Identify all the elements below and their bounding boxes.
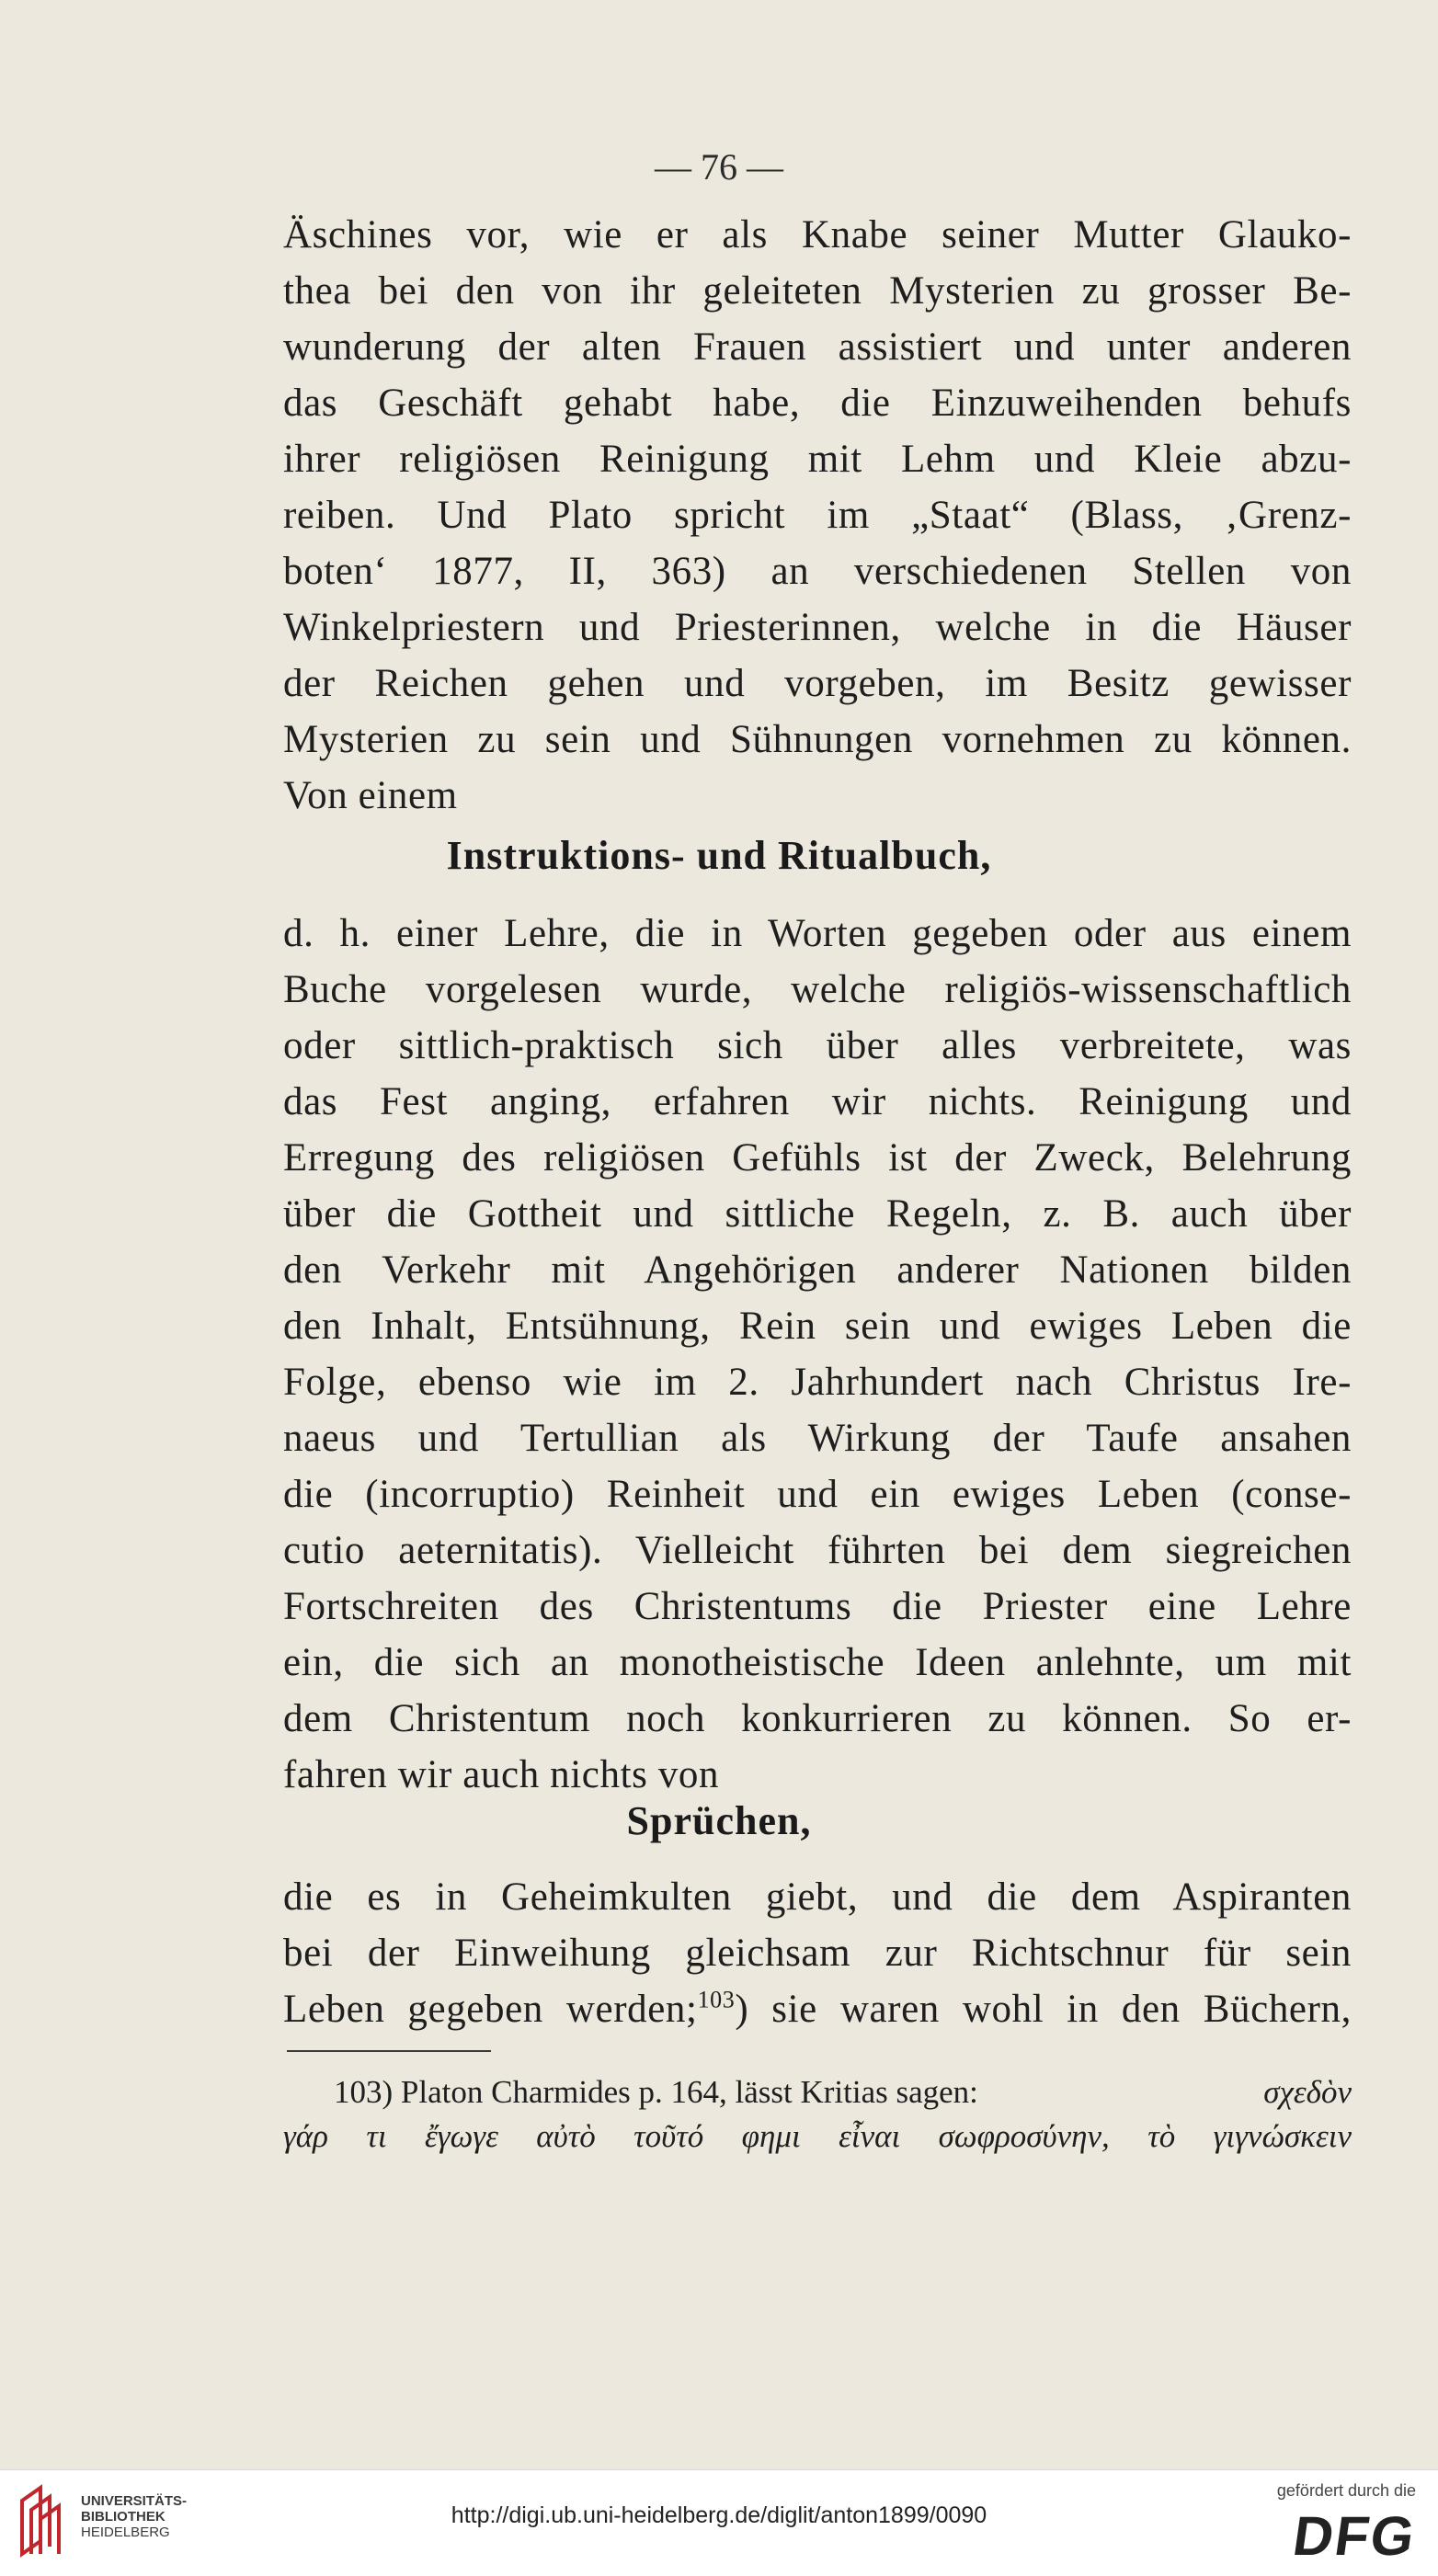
text-line: der Reichen gehen und vorgeben, im Besitz gewisser [283, 662, 1352, 705]
text-line: die es in Geheimkulten giebt, und die dem Aspiranten [283, 1875, 1352, 1919]
heading-instruktions-und-ritualbuch: Instruktions- und Ritualbuch, [446, 833, 992, 878]
text-line: das Fest anging, erfahren wir nichts. Reinigung und [283, 1080, 1352, 1123]
text-line: Folge, ebenso wie im 2. Jahrhundert nach Christus Ire- [283, 1361, 1352, 1404]
footnote-divider [287, 2050, 491, 2052]
text-line: oder sittlich-praktisch sich über alles verbreitete, was [283, 1024, 1352, 1067]
library-name-line: HEIDELBERG [81, 2525, 170, 2540]
footnote-greek-line: γάρ τι ἔγωγε αὐτὸ τοῦτό φημι εἶναι σωφροσύνην, τὸ γιγνώσκειν [283, 2118, 1352, 2154]
text-line: boten‘ 1877, II, 363) an verschiedenen Stellen von [283, 550, 1352, 593]
heading-spruechen: Sprüchen, [626, 1798, 812, 1843]
text-line: thea bei den von ihr geleiteten Mysterien zu grosser Be- [283, 269, 1352, 313]
text-line: den Verkehr mit Angehörigen anderer Nationen bilden [283, 1248, 1352, 1292]
text-line: die (incorruptio) Reinheit und ein ewiges Leben (conse- [283, 1473, 1352, 1516]
text-line: bei der Einweihung gleichsam zur Richtschnur für sein [283, 1932, 1352, 1975]
text-line: Winkelpriestern und Priesterinnen, welche in die Häuser [283, 606, 1352, 649]
footnote-greek: σχεδὸν [1263, 2074, 1352, 2110]
text-fragment: ) sie waren wohl in den Büchern, [735, 1988, 1352, 2031]
text-line: über die Gottheit und sittliche Regeln, z. B. auch über [283, 1192, 1352, 1236]
text-line: das Geschäft gehabt habe, die Einzuweihenden behufs [283, 382, 1352, 425]
text-line: dem Christentum noch konkurrieren zu können. So er- [283, 1697, 1352, 1740]
text-line: reiben. Und Plato spricht im „Staat“ (Blass, ‚Grenz- [283, 494, 1352, 537]
paragraph-1 [283, 207, 1352, 824]
text-line: ihrer religiösen Reinigung mit Lehm und Kleie abzu- [283, 438, 1352, 481]
text-line: ein, die sich an monotheistische Ideen anlehnte, um mit [283, 1641, 1352, 1684]
text-line: Fortschreiten des Christentums die Priester eine Lehre [283, 1585, 1352, 1628]
text-line: den Inhalt, Entsühnung, Rein sein und ewiges Leben die [283, 1305, 1352, 1348]
text-line: Erregung des religiösen Gefühls ist der Zweck, Belehrung [283, 1136, 1352, 1180]
footnote-line [283, 2070, 1352, 2114]
dfg-logo: DFG [1289, 2505, 1421, 2567]
text-fragment: Leben gegeben werden; [283, 1988, 698, 2031]
paragraph-2 [283, 906, 1352, 1803]
text-line: wunderung der alten Frauen assistiert und unter anderen [283, 325, 1352, 369]
text-line: naeus und Tertullian als Wirkung der Taufe ansahen [283, 1417, 1352, 1460]
text-line: Buche vorgelesen wurde, welche religiös-wissenschaftlich [283, 968, 1352, 1011]
footnote [283, 2070, 1352, 2159]
text-line [283, 1981, 1352, 2037]
text-line: Äschines vor, wie er als Knabe seiner Mutter Glauko- [283, 213, 1352, 256]
text-line: d. h. einer Lehre, die in Worten gegeben oder aus einem [283, 912, 1352, 955]
page-number: — 76 — [655, 146, 783, 188]
text-line: cutio aeternitatis). Vielleicht führten bei dem siegreichen [283, 1529, 1352, 1572]
library-name-line: BIBLIOTHEK [81, 2509, 165, 2525]
paragraph-3 [283, 1869, 1352, 2037]
text-line: Von einem [283, 774, 458, 817]
footnote-ref: 103 [697, 1986, 736, 2013]
source-url-link[interactable]: http://digi.ub.uni-heidelberg.de/diglit/anton1899/0090 [451, 2502, 987, 2528]
footnote-text: 103) Platon Charmides p. 164, lässt Kritias sagen: [334, 2074, 978, 2110]
funded-by-label: gefördert durch die [1276, 2481, 1416, 2500]
text-line: Mysterien zu sein und Sühnungen vornehmen zu können. [283, 718, 1352, 761]
text-line: fahren wir auch nichts von [283, 1753, 720, 1796]
library-name-line: UNIVERSITÄTS- [81, 2493, 188, 2509]
